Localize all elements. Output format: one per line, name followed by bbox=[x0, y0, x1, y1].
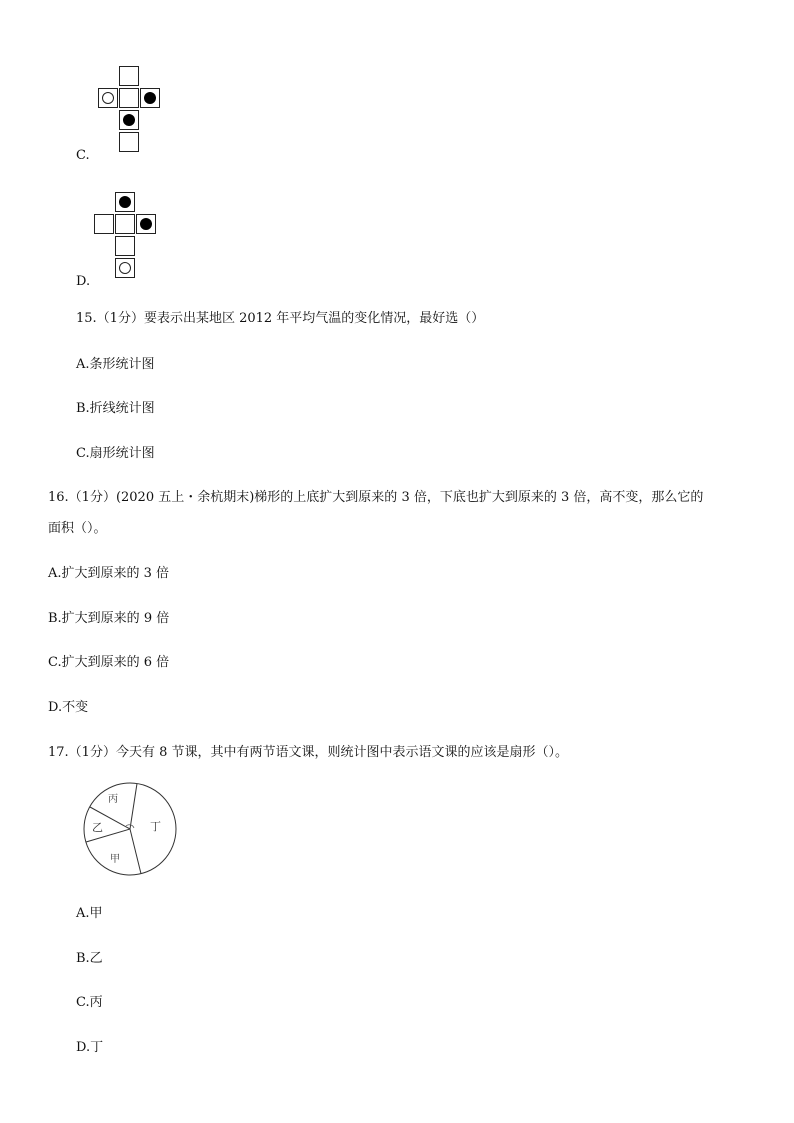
option-c-label: C. bbox=[76, 148, 90, 163]
cube-net-option-c bbox=[98, 66, 162, 154]
q16-option-d: D.不变 bbox=[48, 700, 89, 715]
q17-option-b: B.乙 bbox=[76, 951, 103, 966]
filled-circle-icon bbox=[144, 92, 156, 104]
pie-label-ding: 丁 bbox=[150, 820, 161, 833]
q15-option-b: B.折线统计图 bbox=[76, 401, 155, 416]
filled-circle-icon bbox=[140, 218, 152, 230]
q17-question: 17.（1分）今天有 8 节课，其中有两节语文课，则统计图中表示语文课的应该是扇形（）。 bbox=[48, 745, 568, 760]
net-cell bbox=[119, 110, 139, 130]
q16-question-line1: 16.（1分）(2020 五上・余杭期末)梯形的上底扩大到原来的 3 倍，下底也扩大到原来的 3 倍，高不变，那么它的 bbox=[48, 490, 704, 505]
net-cell bbox=[136, 214, 156, 234]
net-cell bbox=[115, 236, 135, 256]
pie-label-jia: 甲 bbox=[110, 854, 120, 865]
net-cell bbox=[140, 88, 160, 108]
pie-label-yi: 乙 bbox=[92, 821, 103, 834]
net-cell bbox=[94, 214, 114, 234]
q16-option-b: B.扩大到原来的 9 倍 bbox=[48, 611, 170, 626]
pie-figure bbox=[80, 782, 180, 882]
option-d-label: D. bbox=[76, 274, 91, 289]
q17-option-d: D.丁 bbox=[76, 1040, 104, 1055]
cube-net-option-d bbox=[94, 192, 158, 280]
q17-option-c: C.丙 bbox=[76, 995, 103, 1010]
filled-circle-icon bbox=[119, 196, 131, 208]
q16-option-c: C.扩大到原来的 6 倍 bbox=[48, 655, 170, 670]
q16-option-a: A.扩大到原来的 3 倍 bbox=[48, 566, 170, 581]
net-cell bbox=[119, 88, 139, 108]
hollow-circle-icon bbox=[119, 262, 131, 274]
q17-option-a: A.甲 bbox=[76, 906, 103, 921]
q16-question-line2: 面积（）。 bbox=[48, 521, 107, 536]
filled-circle-icon bbox=[123, 114, 135, 126]
net-cell bbox=[115, 192, 135, 212]
net-cell bbox=[115, 258, 135, 278]
hollow-circle-icon bbox=[102, 92, 114, 104]
q15-option-c: C.扇形统计图 bbox=[76, 446, 155, 461]
net-cell bbox=[115, 214, 135, 234]
net-cell bbox=[119, 132, 139, 152]
net-cell bbox=[119, 66, 139, 86]
pie-label-bing: 丙 bbox=[108, 794, 118, 805]
q15-question: 15.（1分）要表示出某地区 2012 年平均气温的变化情况，最好选（） bbox=[76, 311, 485, 326]
q15-option-a: A.条形统计图 bbox=[76, 357, 155, 372]
net-cell bbox=[98, 88, 118, 108]
